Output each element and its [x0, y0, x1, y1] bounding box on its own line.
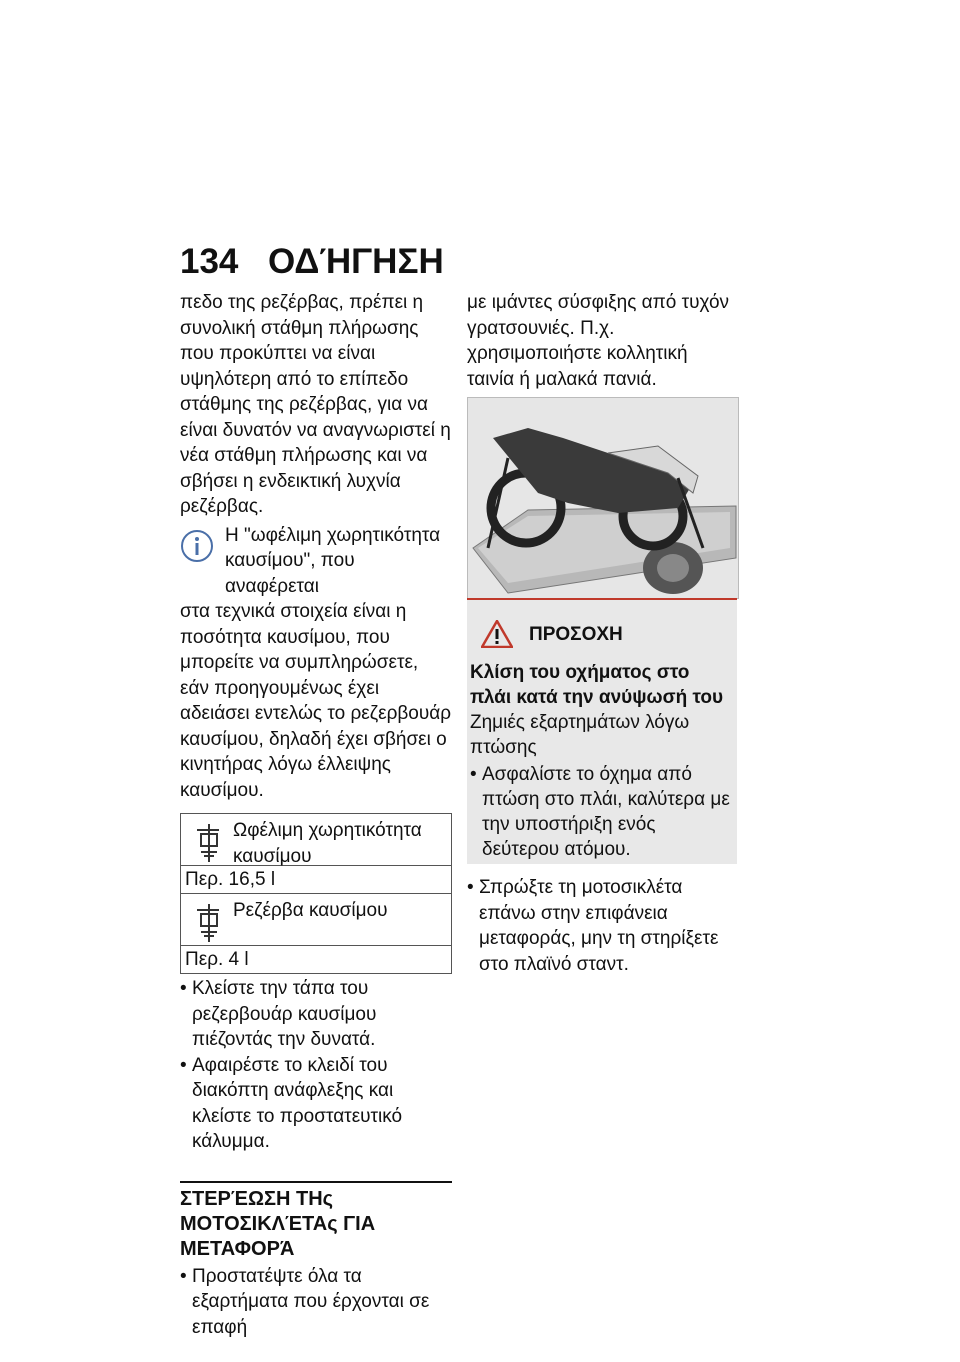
- spec-label: Ωφέλιμη χωρητικότητα καυσίμου: [233, 820, 422, 867]
- info-note: [180, 523, 452, 804]
- warning-title: ΠΡΟΣΟΧΗ: [529, 624, 623, 645]
- spec-label: Ρεζέρβα καυσίμου: [233, 900, 388, 921]
- warning-text: Ζημιές εξαρτημάτων λόγω πτώσης: [470, 712, 690, 758]
- section-divider: [180, 1181, 452, 1183]
- spec-usable-fuel: [180, 813, 452, 894]
- bullet-list: [180, 1264, 452, 1341]
- section-title: ΣΤΕΡΈΩΣΗ ΤΗς ΜΟΤΟΣΙΚΛΈΤΑς ΓΙΑ ΜΕΤΑΦΟΡΆ: [180, 1187, 376, 1260]
- warning-box: [467, 598, 737, 864]
- list-item: • Ασφαλίστε το όχημα από πτώση στο πλάι, καλύτερα με την υποστήριξη ενός δεύτερου ατόμου.: [470, 762, 732, 862]
- info-text-rest: στα τεχνικά στοιχεία είναι η ποσότητα καυσίμου, που μπορείτε να συμπληρώσετε, εάν προηγουμένως έχει αδειάσει εντελώς το ρεζερβουάρ καυσίμου, δηλαδή έχει σβήσει ο κινητήρας λόγω έλλειψης καυσίμου.: [180, 601, 452, 801]
- warning-heading: Κλίση του οχήματος στο πλάι κατά την ανύψωσή του: [470, 662, 724, 708]
- info-text-first: Η "ωφέλιμη χωρητικότητα καυσίμου", που αναφέρεται: [225, 524, 441, 597]
- list-item: • Αφαιρέστε το κλειδί του διακόπτη ανάφλεξης και κλείστε το προστατευτικό κάλυμμα.: [180, 1053, 452, 1155]
- bullet-list: [470, 762, 732, 862]
- fuel-gauge-icon: [195, 822, 225, 864]
- spec-reserve-fuel: [180, 894, 452, 974]
- list-item: • Σπρώξτε τη μοτοσικλέτα επάνω στην επιφάνεια μεταφοράς, μην τη στηρίξετε στο πλαϊνό σταντ.: [467, 875, 739, 977]
- motorcycle-illustration: [468, 398, 738, 598]
- motorcycle-trailer-photo: [467, 397, 739, 599]
- intro-paragraph: πεδο της ρεζέρβας, πρέπει η συνολική στάθμη πλήρωσης που προκύπτει να είναι υψηλότερη από το επίπεδο στάθμης της ρεζέρβας, για να είναι δυνατόν να αναγνωριστεί η νέα στάθμη πλήρωσης και να σβήσει η ενδεικτική λυχνία ρεζέρβας.: [180, 292, 451, 517]
- page-number: 134: [180, 242, 239, 281]
- page-header: [180, 242, 444, 282]
- bullet-list: [180, 976, 452, 1155]
- info-icon: [180, 529, 214, 563]
- right-column: [467, 290, 739, 392]
- list-item: • Προστατέψτε όλα τα εξαρτήματα που έρχονται σε επαφή: [180, 1264, 452, 1341]
- warning-triangle-icon: [481, 620, 513, 648]
- left-column: [180, 290, 452, 1340]
- fuel-gauge-icon: [195, 902, 225, 944]
- top-paragraph: με ιμάντες σύσφιξης από τυχόν γρατσουνιές. Π.χ. χρησιμοποιήστε κολλητική ταινία ή μαλακά πανιά.: [467, 292, 730, 390]
- right-bullets: [467, 873, 739, 977]
- spec-value: Περ. 16,5 l: [185, 869, 276, 890]
- bullet-list: [467, 875, 739, 977]
- spec-value: Περ. 4 l: [185, 949, 249, 970]
- list-item: • Κλείστε την τάπα του ρεζερβουάρ καυσίμου πιέζοντάς την δυνατά.: [180, 976, 452, 1053]
- page-title: ΟΔΉΓΗΣΗ: [268, 242, 444, 281]
